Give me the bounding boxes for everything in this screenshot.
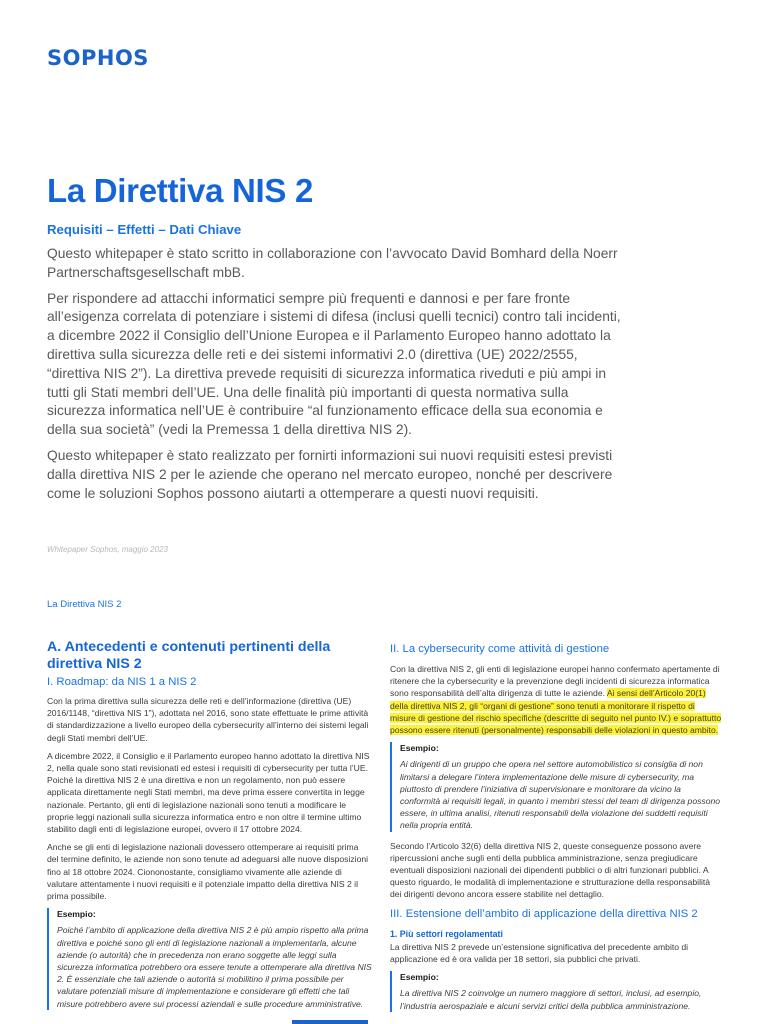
running-head: La Direttiva NIS 2: [47, 599, 122, 610]
document-subtitle: Requisiti – Effetti – Dati Chiave: [47, 222, 242, 237]
section-heading-iii: III. Estensione dell’ambito di applicazione della direttiva NIS 2: [390, 907, 698, 920]
highlighted-text: Ai sensi dell’Articolo 20(1) della direttiva NIS 2, gli “organi di gestione” sono tenuti a monitorare il rispetto di misure di gestione del rischio specifiche (descritte di seguito nel punto IV.) e soprattutto possono essere ritenuti (personalmente) responsabili delle violazioni in questo ambito.: [390, 688, 722, 736]
example-text: La direttiva NIS 2 coinvolge un numero maggiore di settori, inclusi, ad esempio, l’industria aerospaziale e alcuni servizi critici della pubblica amministrazione.: [400, 988, 702, 1011]
body-paragraph: Secondo l’Articolo 32(6) della direttiva NIS 2, queste conseguenze possono avere ripercussioni anche sugli enti della pubblica amministrazione, senza pregiudicare eventuali disposizioni nazionali dei dipendenti pubblici o di altri funzionari pubblici. A questo riguardo, le modalità di implementazione e strutturazione della responsabilità dei dirigenti devono ancora essere stabilite nel dettaglio.: [390, 840, 711, 900]
right-column: [390, 642, 722, 1020]
intro-paragraph: Questo whitepaper è stato scritto in collaborazione con l’avvocato David Bomhard della Noerr Partnerschaftsgesellschaft mbB.: [47, 246, 618, 280]
example-box: [390, 742, 722, 831]
intro-paragraph: Per rispondere ad attacchi informatici sempre più frequenti e dannosi e per fare fronte all’esigenza correlata di potenziare i sistemi di difesa (inclusi quelli tecnici) contro tali incidenti, a dicembre 2022 il Consiglio dell’Unione Europea e il Parlamento Europeo hanno adottato la direttiva sulla sicurezza delle reti e dei sistemi informativi 2.0 (direttiva (UE) 2022/2555, “direttiva NIS 2”). La direttiva prevede requisiti di sicurezza informatica riveduti e più ampi in tutti gli Stati membri dell’UE. Una delle finalità più importanti di questa normativa sulla sicurezza informatica nell’UE è contribuire “al funzionamento efficace della sua economia e della sua società” (vedi la Premessa 1 della direttiva NIS 2).: [47, 290, 621, 438]
body-paragraph: La direttiva NIS 2 prevede un’estensione significativa del precedente ambito di applicazione ed è ora valida per 18 settori, sia pubblici che privati.: [390, 941, 689, 965]
intro-paragraph: Questo whitepaper è stato realizzato per fornirti informazioni sui nuovi requisiti estesi previsti dalla direttiva NIS 2 per le aziende che operano nel mercato europeo, nonché per descrivere come le soluzioni Sophos possono aiutarti a ottemperare a questi nuovi requisiti.: [47, 447, 613, 501]
section-heading-ii: II. La cybersecurity come attività di gestione: [390, 643, 610, 655]
decorative-bar: [292, 1020, 368, 1024]
publication-date: Whitepaper Sophos, maggio 2023: [47, 545, 168, 554]
example-text: Ai dirigenti di un gruppo che opera nel settore automobilistico si consiglia di non limitarsi a delegare l’intera implementazione delle misure di cybersecurity, ma piuttosto di prendere l’iniziativa di supervisionare e monitorare da vicino la conformità ai requisiti legali, in quanto i membri stessi del team di dirigenza possono essere, in ultima analisi, ritenuti responsabili della violazione dei suddetti requisiti nella propria entità.: [400, 759, 721, 831]
sophos-logo: SOPHOS: [47, 46, 149, 70]
body-paragraph: Anche se gli enti di legislazione nazionali dovessero ottemperare ai requisiti prima del termine definito, le aziende non sono tenute ad adeguarsi alle nuove disposizioni fino al 18 ottobre 2024. Ciononostante, consigliamo vivamente alle aziende di valutare attentamente i nuovi requisiti e il potenziale impatto della direttiva NIS 2 il prima possibile.: [47, 842, 369, 902]
section-heading-a: A. Antecedenti e contenuti pertinenti della direttiva NIS 2: [47, 639, 331, 672]
body-paragraph: [390, 663, 722, 736]
example-text: Poiché l’ambito di applicazione della direttiva NIS 2 è più ampio rispetto alla prima direttiva e poiché sono gli enti di legislazione nazionali a implementarla, alcune aziende (o autorità) che in precedenza non erano soggette alle leggi sulla sicurezza informatica potrebbero ora essere tenute a ottemperare alla direttiva NIS 2. È essenziale che tali aziende o autorità si mobilitino il prima possibile per valutare potenziali misure di implementazione e considerare gli effetti che tali misure potrebbero avere sui processi aziendali e sulle procedure amministrative.: [57, 925, 372, 1009]
subsection-heading-roadmap: I. Roadmap: da NIS 1 a NIS 2: [47, 676, 197, 688]
example-box: [47, 908, 372, 1010]
example-label: Esempio:: [400, 972, 439, 983]
body-paragraph: Con la prima direttiva sulla sicurezza delle reti e dell’informazione (direttiva (UE) 2016/1148, “direttiva NIS 1”), adottata nel 2016, sono state effettuate le prime attività di standardizzazione a livello europeo della cybersecurity all’interno dei sistemi legali degli Stati membri dell’UE.: [47, 696, 369, 743]
body-text: Con la direttiva NIS 2, gli enti di legislazione europei hanno confermato apertamente di ritenere che la cybersecurity e la prevenzione degli incidenti di sicurezza informatica sono responsabilità dell’alta dirigenza di tutte le aziende.: [390, 664, 720, 699]
example-label: Esempio:: [400, 743, 439, 754]
body-paragraph: A dicembre 2022, il Consiglio e il Parlamento europeo hanno adottato la direttiva NIS 2, nella quale sono stati revisionati ed estesi i requisiti di cybersecurity per tutta l’UE. Poiché la direttiva NIS 2 è una direttiva e non un regolamento, non può essere applicata direttamente negli Stati membri, ma deve prima essere convertita in legge nazionale. Pertanto, gli enti di legislazione nazionali sono tenuti a modificare le proprie leggi nazionali sulla sicurezza informatica entro e non oltre il termine ultimo stabilito dagli enti di legislazione europei, ovvero il 17 ottobre 2024.: [47, 750, 370, 835]
document-title: La Direttiva NIS 2: [47, 172, 314, 209]
subsection-heading-sectors: 1. Più settori regolamentati: [390, 928, 503, 939]
left-column: [47, 639, 372, 1018]
example-box: [390, 971, 722, 1012]
example-label: Esempio:: [57, 909, 96, 920]
intro-section: [47, 245, 627, 510]
